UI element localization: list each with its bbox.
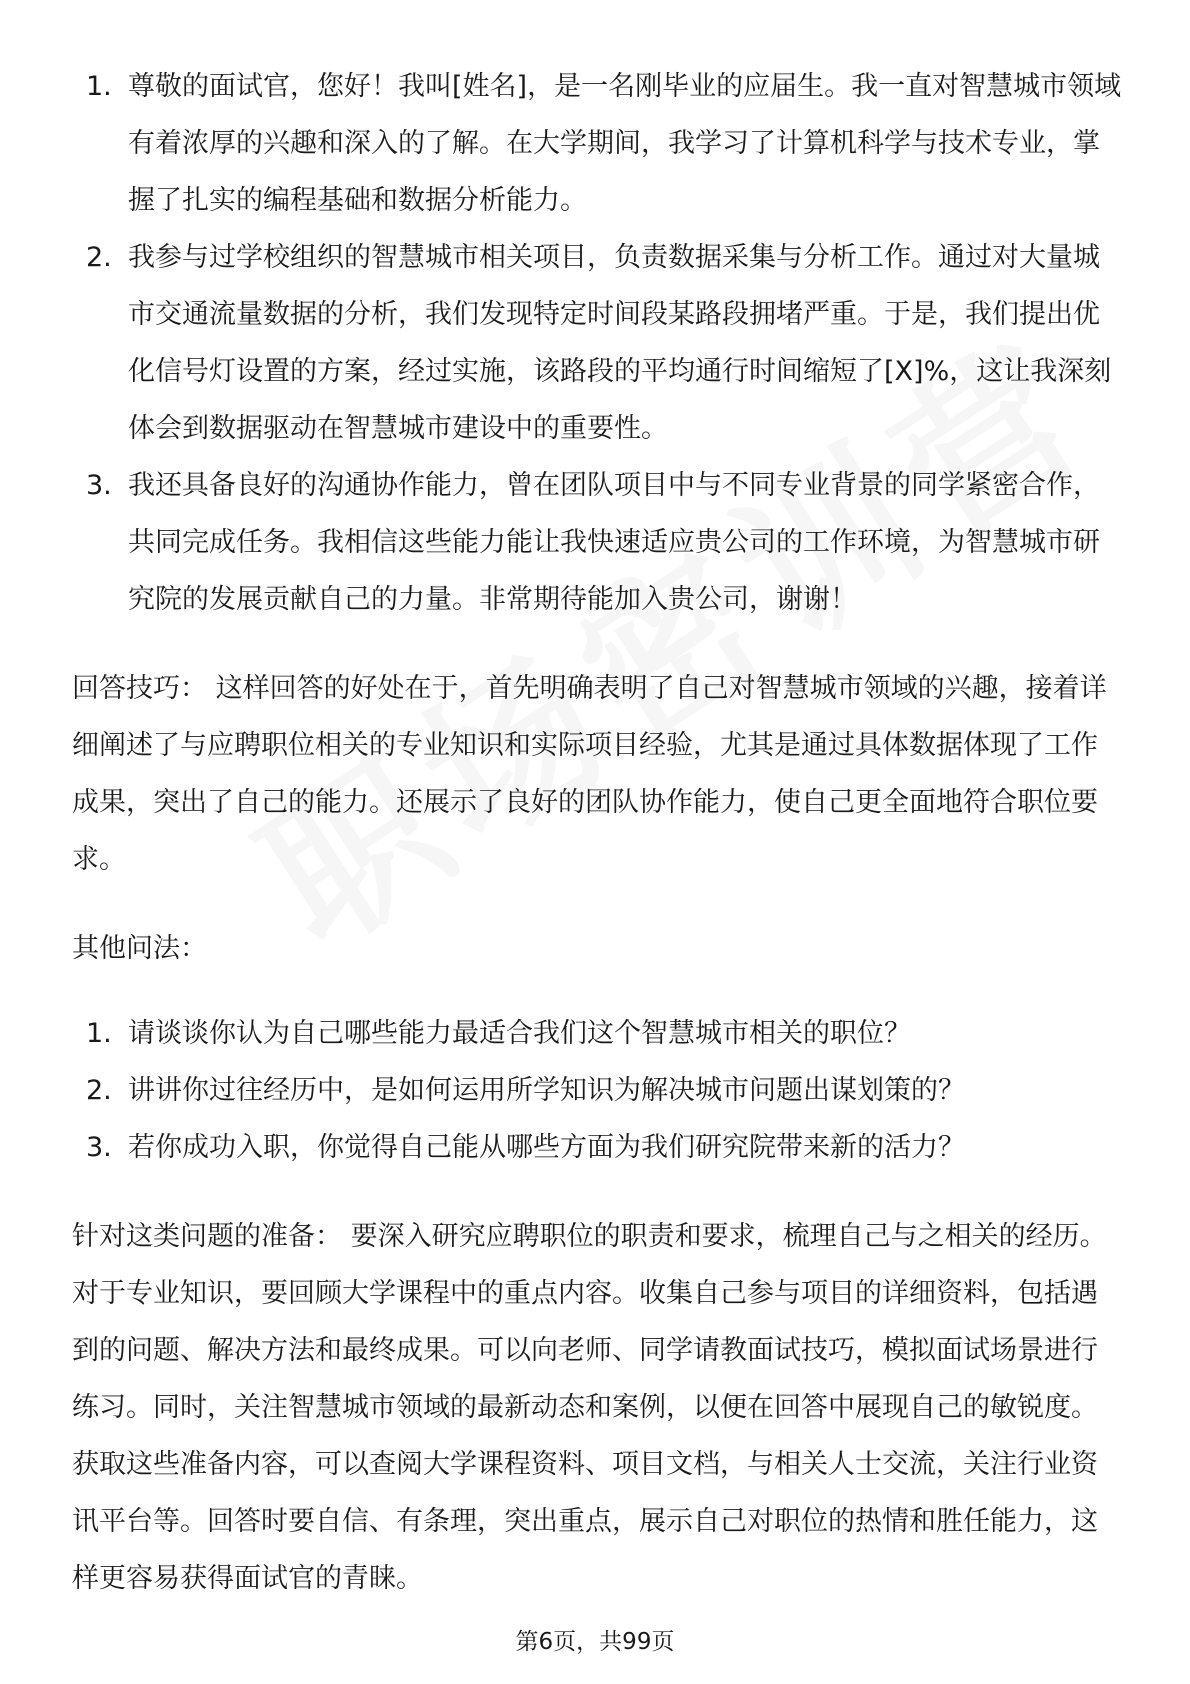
- list-item: [72, 229, 1122, 457]
- list-text: 若你成功入职，你觉得自己能从哪些方面为我们研究院带来新的活力？: [128, 1132, 965, 1163]
- spacer: [72, 977, 1122, 1005]
- list-item: [72, 58, 1122, 229]
- list-number: 3.: [86, 1132, 112, 1163]
- other-questions-list: [72, 1005, 1122, 1176]
- list-item: [72, 1062, 1122, 1119]
- other-questions-title: 其他问法：: [72, 933, 207, 964]
- list-item: [72, 1119, 1122, 1176]
- list-item: [72, 457, 1122, 628]
- answer-tips: 回答技巧： 这样回答的好处在于，首先明确表明了自己对智慧城市领域的兴趣，接着详细阐述了与应聘职位相关的专业知识和实际项目经验，尤其是通过具体数据体现了工作成果，突出了自己的能力。还展示了良好的团队协作能力，使自己更全面地符合职位要求。: [72, 673, 1107, 875]
- list-text: 请谈谈你认为自己哪些能力最适合我们这个智慧城市相关的职位？: [128, 1018, 911, 1049]
- list-text: 我还具备良好的沟通协作能力，曾在团队项目中与不同专业背景的同学紧密合作，共同完成任务。我相信这些能力能让我快速适应贵公司的工作环境，为智慧城市研究院的发展贡献自己的力量。非常期待能加入贵公司，谢谢！: [128, 470, 1100, 615]
- spacer: [72, 628, 1122, 660]
- page-content: [72, 58, 1122, 1607]
- intro-answer-list: [72, 58, 1122, 628]
- list-text: 尊敬的面试官，您好！我叫[姓名]，是一名刚毕业的应届生。我一直对智慧城市领域有着浓厚的兴趣和深入的了解。在大学期间，我学习了计算机科学与技术专业，掌握了扎实的编程基础和数据分析能力。: [128, 71, 1122, 216]
- list-text: 我参与过学校组织的智慧城市相关项目，负责数据采集与分析工作。通过对大量城市交通流量数据的分析，我们发现特定时间段某路段拥堵严重。于是，我们提出优化信号灯设置的方案，经过实施，该路段的平均通行时间缩短了[X]%，这让我深刻体会到数据驱动在智慧城市建设中的重要性。: [128, 242, 1112, 444]
- page-number: 第6页，共99页: [515, 1629, 675, 1655]
- spacer: [72, 1176, 1122, 1208]
- list-number: 3.: [86, 470, 112, 501]
- preparation-advice: 针对这类问题的准备： 要深入研究应聘职位的职责和要求，梳理自己与之相关的经历。对于专业知识，要回顾大学课程中的重点内容。收集自己参与项目的详细资料，包括遇到的问题、解决方法和最终成果。可以向老师、同学请教面试技巧，模拟面试场景进行练习。同时，关注智慧城市领域的最新动态和案例，以便在回答中展现自己的敏锐度。获取这些准备内容，可以查阅大学课程资料、项目文档，与相关人士交流，关注行业资讯平台等。回答时要自信、有条理，突出重点，展示自己对职位的热情和胜任能力，这样更容易获得面试官的青睐。: [72, 1221, 1107, 1594]
- spacer: [72, 888, 1122, 920]
- list-item: [72, 1005, 1122, 1062]
- list-number: 1.: [86, 1018, 112, 1049]
- list-number: 2.: [86, 242, 112, 273]
- list-number: 1.: [86, 71, 112, 102]
- list-number: 2.: [86, 1075, 112, 1106]
- list-text: 讲讲你过往经历中，是如何运用所学知识为解决城市问题出谋划策的？: [128, 1075, 965, 1106]
